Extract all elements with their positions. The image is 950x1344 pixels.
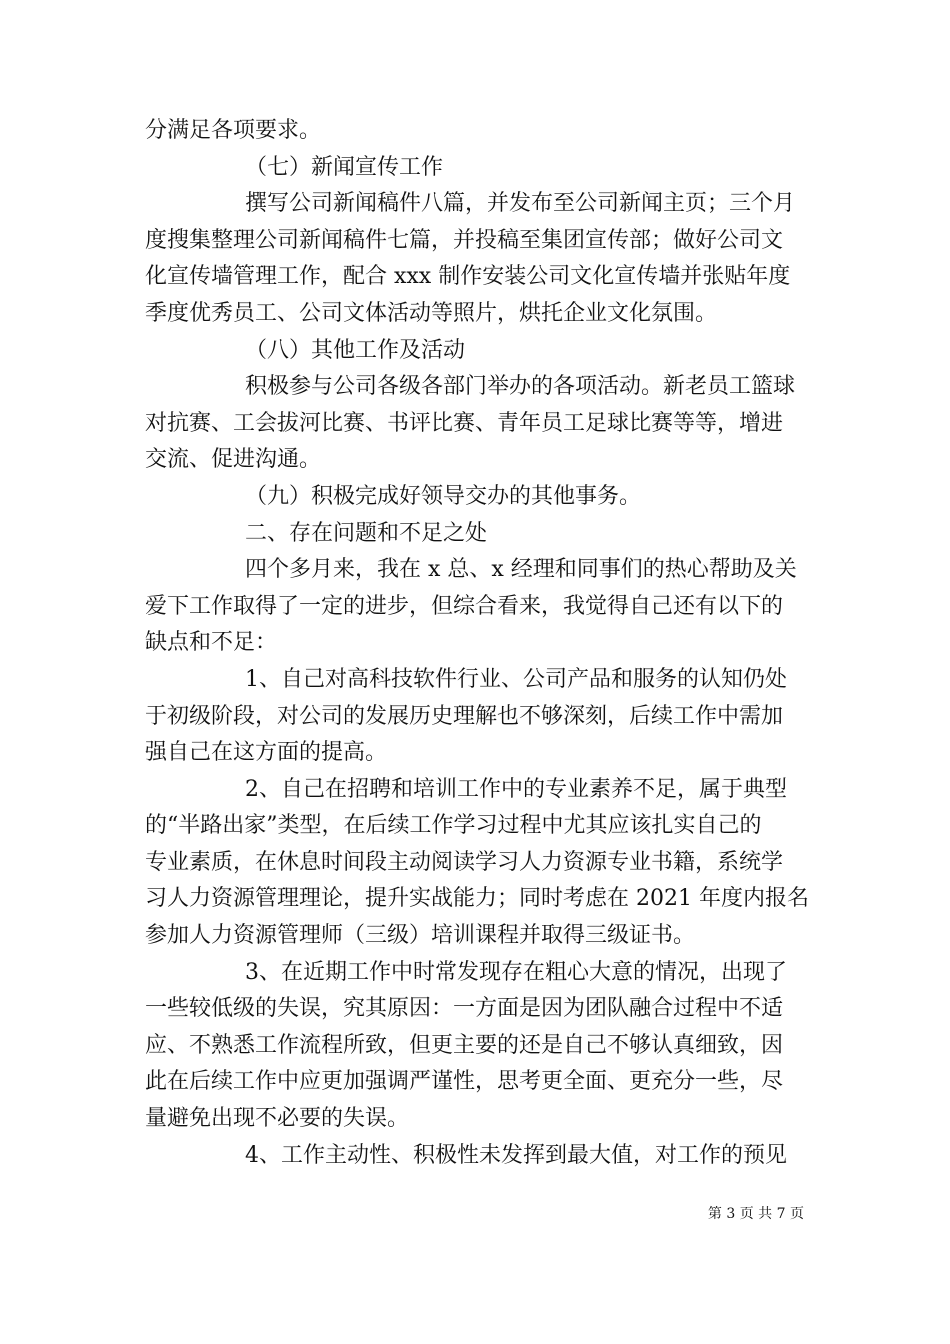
text-line: 习人力资源管理理论，提升实战能力；同时考虑在 2021 年度内报名: [145, 886, 809, 912]
paragraph-first-line: 撰写公司新闻稿件八篇，并发布至公司新闻主页；三个月: [245, 191, 796, 217]
section-heading: （八）其他工作及活动: [245, 337, 466, 363]
paragraph-first-line: 积极参与公司各级各部门举办的各项活动。新老员工篮球: [245, 374, 796, 400]
text-line: 化宣传墙管理工作，配合 xxx 制作安装公司文化宣传墙并张贴年度: [145, 264, 791, 290]
text-line: 分满足各项要求。: [145, 118, 322, 143]
section-heading: 二、存在问题和不足之处: [245, 520, 488, 546]
text-line: 参加人力资源管理师（三级）培训课程并取得三级证书。: [145, 923, 696, 949]
section-heading: （七）新闻宣传工作: [245, 154, 444, 180]
page-number-footer: 第 3 页 共 7 页: [707, 1206, 804, 1222]
text-line: 一些较低级的失误，究其原因：一方面是因为团队融合过程中不适: [145, 996, 784, 1022]
list-item-first-line: 4、工作主动性、积极性未发挥到最大值，对工作的预见: [245, 1142, 787, 1168]
text-line: 爱下工作取得了一定的进步，但综合看来，我觉得自己还有以下的: [145, 593, 784, 619]
text-line: 缺点和不足：: [145, 630, 278, 656]
text-line: 对抗赛、工会拔河比赛、书评比赛、青年员工足球比赛等等，增进: [145, 410, 784, 436]
text-line: 专业素质，在休息时间段主动阅读学习人力资源专业书籍，系统学: [145, 849, 784, 875]
text-line: 度搜集整理公司新闻稿件七篇，并投稿至集团宣传部；做好公司文: [145, 227, 784, 253]
text-line: 量避免出现不必要的失误。: [145, 1106, 410, 1132]
text-line: 强自己在这方面的提高。: [145, 740, 388, 766]
paragraph-first-line: 四个多月来，我在 x 总、x 经理和同事们的热心帮助及关: [245, 557, 797, 583]
section-heading: （九）积极完成好领导交办的其他事务。: [245, 483, 642, 509]
document-body: [145, 113, 810, 1174]
list-item-first-line: 2、自己在招聘和培训工作中的专业素养不足，属于典型: [245, 776, 787, 802]
text-line: 的“半路出家”类型，在后续工作学习过程中尤其应该扎实自己的: [145, 813, 762, 839]
text-line: 季度优秀员工、公司文体活动等照片，烘托企业文化氛围。: [145, 300, 718, 326]
text-line: 应、不熟悉工作流程所致，但更主要的还是自己不够认真细致，因: [145, 1032, 784, 1058]
text-line: 交流、促进沟通。: [145, 447, 322, 473]
list-item-first-line: 1、自己对高科技软件行业、公司产品和服务的认知仍处: [245, 666, 787, 692]
text-line: 于初级阶段，对公司的发展历史理解也不够深刻，后续工作中需加: [145, 703, 784, 729]
text-line: 此在后续工作中应更加强调严谨性，思考更全面、更充分一些，尽: [145, 1069, 784, 1095]
list-item-first-line: 3、在近期工作中时常发现存在粗心大意的情况，出现了: [245, 959, 787, 985]
